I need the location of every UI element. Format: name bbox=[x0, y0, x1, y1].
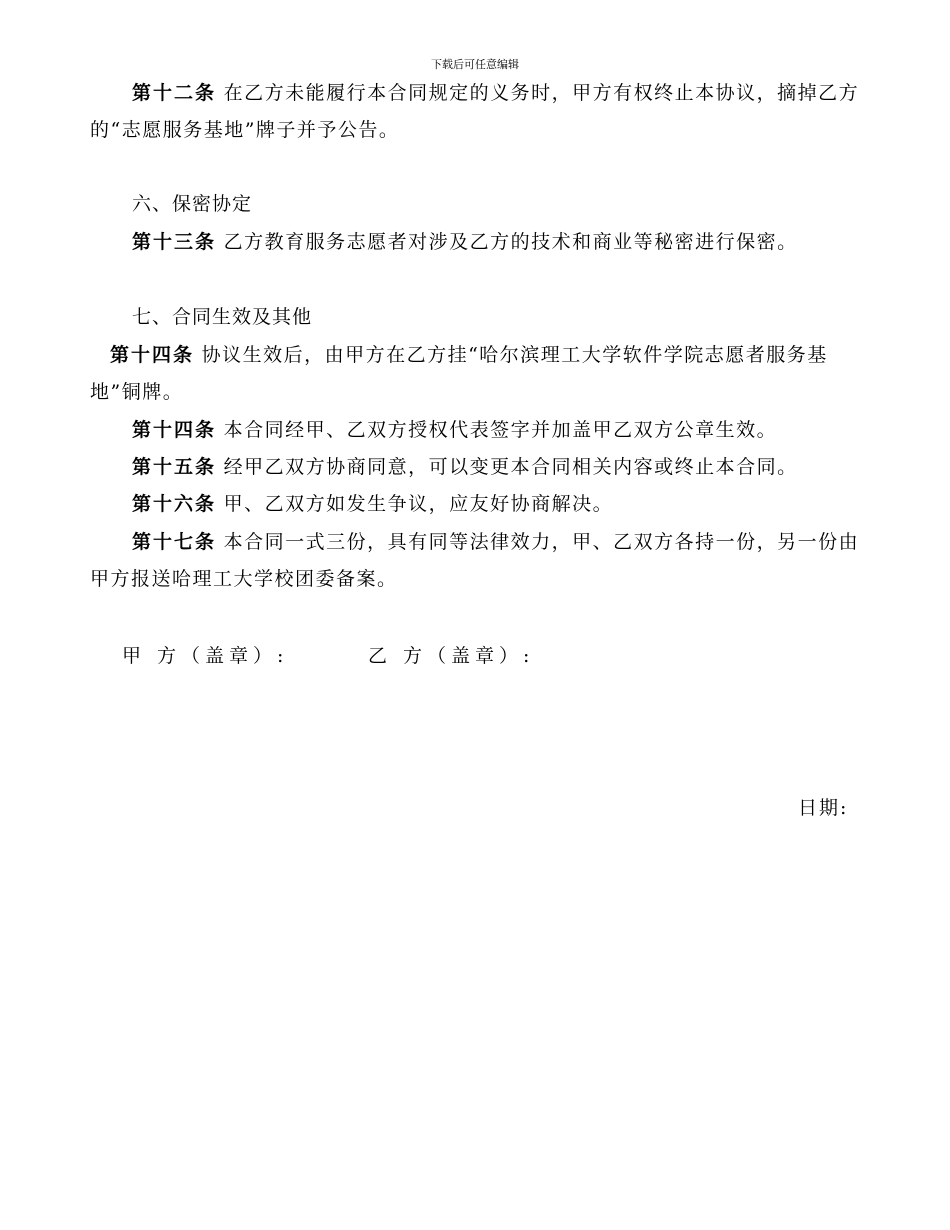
article-17 bbox=[90, 524, 862, 598]
article-text: 经甲乙双方协商同意，可以变更本合同相关内容或终止本合同。 bbox=[223, 456, 798, 478]
article-15 bbox=[90, 449, 862, 486]
article-text: 本合同一式三份，具有同等法律效力，甲、乙双方各持一份，另一份由甲方报送哈理工大学校团委备案。 bbox=[90, 531, 860, 590]
article-text: 协议生效后，由甲方在乙方挂“哈尔滨理工大学软件学院志愿者服务基地”铜牌。 bbox=[90, 344, 828, 403]
date-label: 日期: bbox=[798, 797, 849, 819]
article-label: 第十六条 bbox=[132, 493, 217, 515]
article-text: 乙方教育服务志愿者对涉及乙方的技术和商业等秘密进行保密。 bbox=[223, 231, 798, 253]
article-label: 第十二条 bbox=[132, 82, 217, 104]
article-label: 第十七条 bbox=[132, 531, 217, 553]
party-a-seal-label: 甲 方（盖章）: bbox=[122, 645, 289, 667]
article-14b bbox=[90, 412, 862, 449]
article-14a bbox=[90, 337, 862, 411]
article-label: 第十三条 bbox=[132, 231, 217, 253]
article-label: 第十五条 bbox=[132, 456, 217, 478]
article-label: 第十四条 bbox=[132, 419, 217, 441]
article-label: 第十四条 bbox=[110, 344, 195, 366]
section-heading-confidentiality: 六、保密协定 bbox=[132, 193, 253, 215]
article-13 bbox=[90, 224, 862, 261]
article-16 bbox=[90, 486, 862, 523]
page-header: 下载后可任意编辑 bbox=[431, 58, 519, 71]
party-b-seal-label: 乙 方（盖章）: bbox=[368, 645, 535, 667]
article-text: 甲、乙双方如发生争议，应友好协商解决。 bbox=[223, 493, 614, 515]
section-heading-effectiveness: 七、合同生效及其他 bbox=[132, 306, 313, 328]
article-text: 在乙方未能履行本合同规定的义务时，甲方有权终止本协议，摘掉乙方的“志愿服务基地”牌子并予公告。 bbox=[90, 82, 860, 141]
article-12 bbox=[90, 75, 862, 149]
article-text: 本合同经甲、乙双方授权代表签字并加盖甲乙双方公章生效。 bbox=[223, 419, 778, 441]
